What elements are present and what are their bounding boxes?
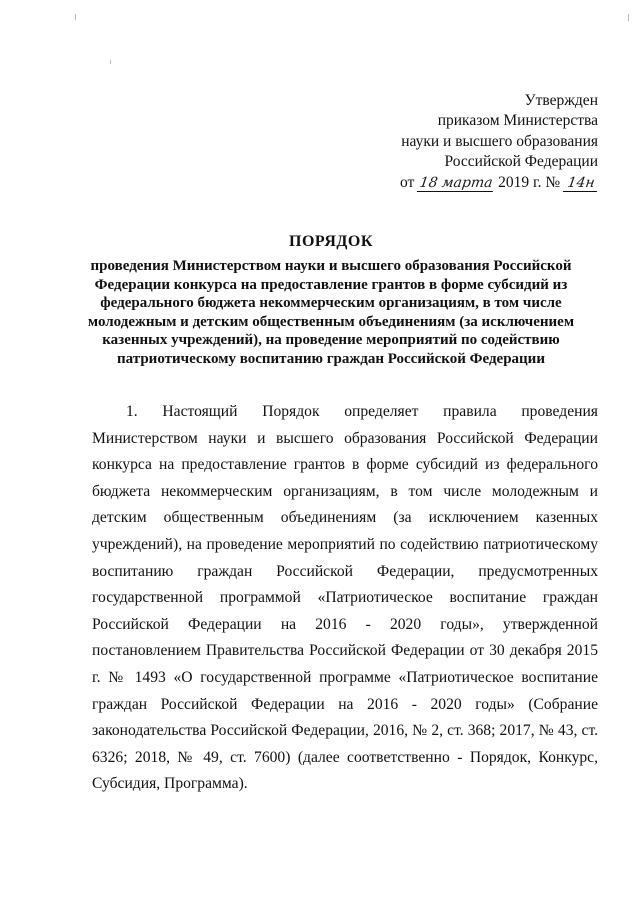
document-subtitle: проведения Министерством науки и высшего образования Российской Федерации конкурса на предоставление грантов в форме субсидий из федерального бюджета некоммерческим организациям, в том числе молодежным и детским общественным объединениям (за исключением казенных учреждений), на проведение мероприятий по содействию патриотическому воспитанию граждан Российской Федерации <box>87 258 575 367</box>
body-paragraph: 1. Настоящий Порядок определяет правила проведения Министерством науки и высшего образования Российской Федерации конкурса на предоставление грантов в форме субсидий из федерального бюджета некоммерческим организациям, в том числе молодежным и детским общественным объединениям (за исключением казенных учреждений), на проведение мероприятий по содействию патриотическому воспитанию граждан Российской Федерации, предусмотренных государственной программой «Патриотическое воспитание граждан Российской Федерации на 2016 - 2020 годы», утвержденной постановлением Правительства Российской Федерации от 30 декабря 2015 г. № 1493 «О государственной программе «Патриотическое воспитание граждан Российской Федерации на 2016 - 2020 годы» (Собрание законодательства Российской Федерации, 2016, № 2, ст. 368; 2017, № 43, ст. 6326; 2018, № 49, ст. 7600) (далее соответственно - Порядок, Конкурс, Субсидия, Программа). <box>92 403 598 793</box>
year-number-text: 2019 г. № <box>498 173 561 191</box>
handwritten-order-number: 14н <box>563 176 599 192</box>
approval-line: Утвержден <box>524 92 598 109</box>
scan-artifact <box>628 14 629 21</box>
scan-artifact <box>75 14 76 20</box>
order-date-line <box>338 173 598 193</box>
document-title: ПОРЯДОК <box>289 233 373 250</box>
date-prefix: от <box>400 173 415 191</box>
handwritten-date: 18 марта <box>418 174 494 191</box>
approval-line: науки и высшего образования <box>401 132 598 150</box>
approval-line: Российской Федерации <box>444 153 598 171</box>
title-block <box>78 232 584 368</box>
approval-block <box>338 91 598 193</box>
scan-artifact <box>110 60 111 64</box>
approval-line: приказом Министерства <box>437 112 598 130</box>
